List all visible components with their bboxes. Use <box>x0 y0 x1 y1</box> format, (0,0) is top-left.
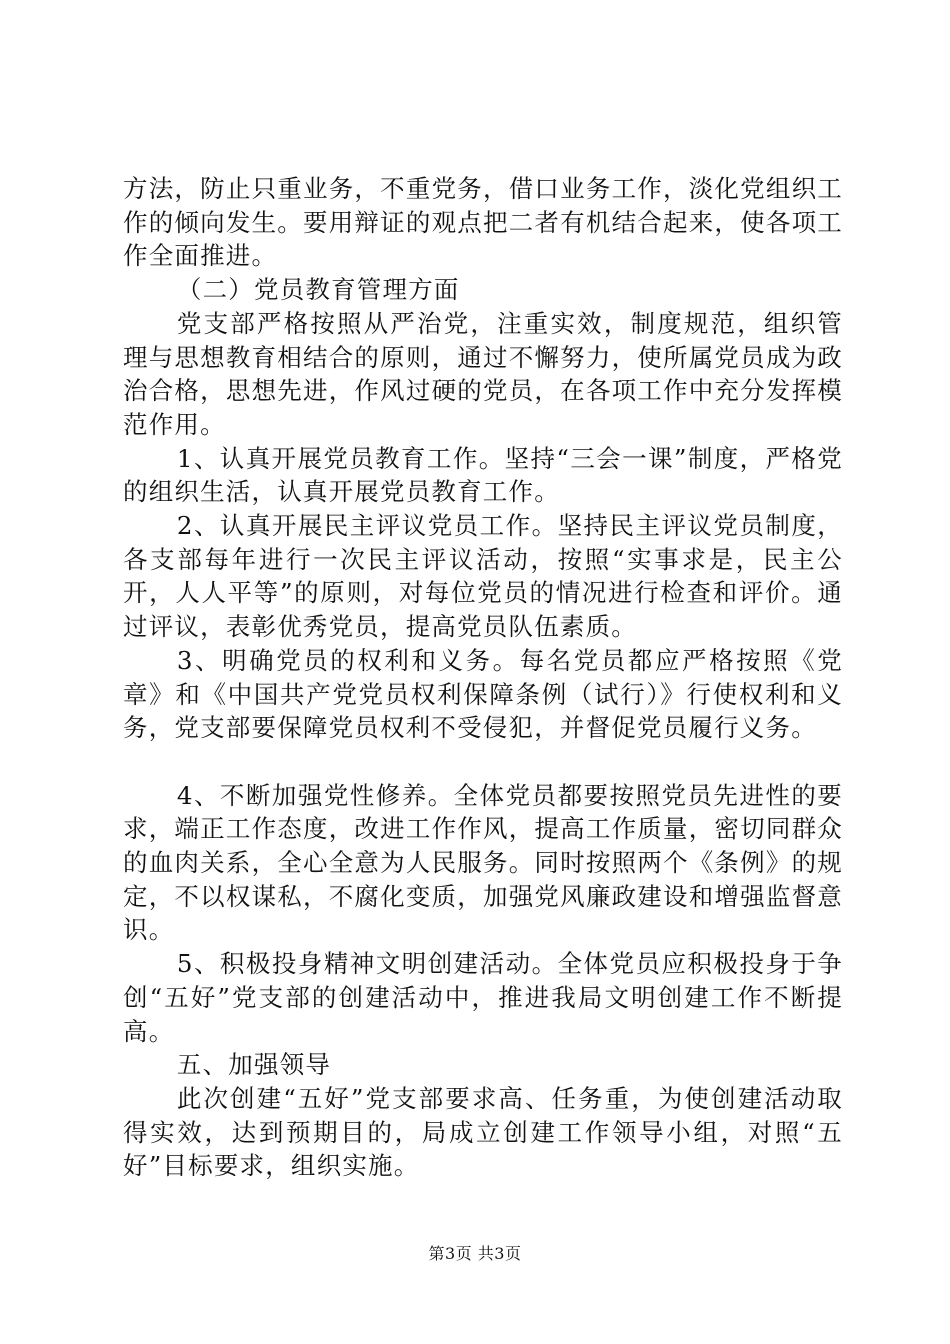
page-number-footer: 第3页 共3页 <box>428 1244 522 1263</box>
paragraph-item-1: 1、认真开展党员教育工作。坚持“三会一课”制度，严格党的组织生活，认真开展党员教育工作。 <box>123 443 843 507</box>
paragraph-item-2: 2、认真开展民主评议党员工作。坚持民主评议党员制度，各支部每年进行一次民主评议活动，按照“实事求是，民主公开，人人平等”的原则，对每位党员的情况进行检查和评价。通过评议，表彰优秀党员，提高党员队伍素质。 <box>123 511 843 642</box>
paragraph-strict-management: 党支部严格按照从严治党，注重实效，制度规范，组织管理与思想教育相结合的原则，通过不懈努力，使所属党员成为政治合格，思想先进，作风过硬的党员，在各项工作中充分发挥模范作用。 <box>123 308 843 439</box>
document-body <box>123 172 843 1183</box>
paragraph-item-3: 3、明确党员的权利和义务。每名党员都应严格按照《党章》和《中国共产党党员权利保障条例（试行）》行使权利和义务，党支部要保障党员权利不受侵犯，并督促党员履行义务。 <box>123 645 843 743</box>
paragraph-leadership: 此次创建“五好”党支部要求高、任务重，为使创建活动取得实效，达到预期目的，局成立创建工作领导小组，对照“五好”目标要求，组织实施。 <box>123 1083 843 1181</box>
paragraph-item-5: 5、积极投身精神文明创建活动。全体党员应积极投身于争创“五好”党支部的创建活动中，推进我局文明创建工作不断提高。 <box>123 949 843 1046</box>
blank-line <box>123 745 843 779</box>
paragraph-item-4: 4、不断加强党性修养。全体党员都要按照党员先进性的要求，端正工作态度，改进工作作风，提高工作质量，密切同群众的血肉关系，全心全意为人民服务。同时按照两个《条例》的规定，不以权谋私，不腐化变质，加强党风廉政建设和增强监督意识。 <box>123 780 843 945</box>
section-heading-leadership: 五、加强领导 <box>176 1050 332 1080</box>
section-heading-party-member-education: （二）党员教育管理方面 <box>176 275 460 305</box>
paragraph-intro: 方法，防止只重业务，不重党务，借口业务工作，淡化党组织工作的倾向发生。要用辩证的观点把二者有机结合起来，使各项工作全面推进。 <box>123 174 843 271</box>
